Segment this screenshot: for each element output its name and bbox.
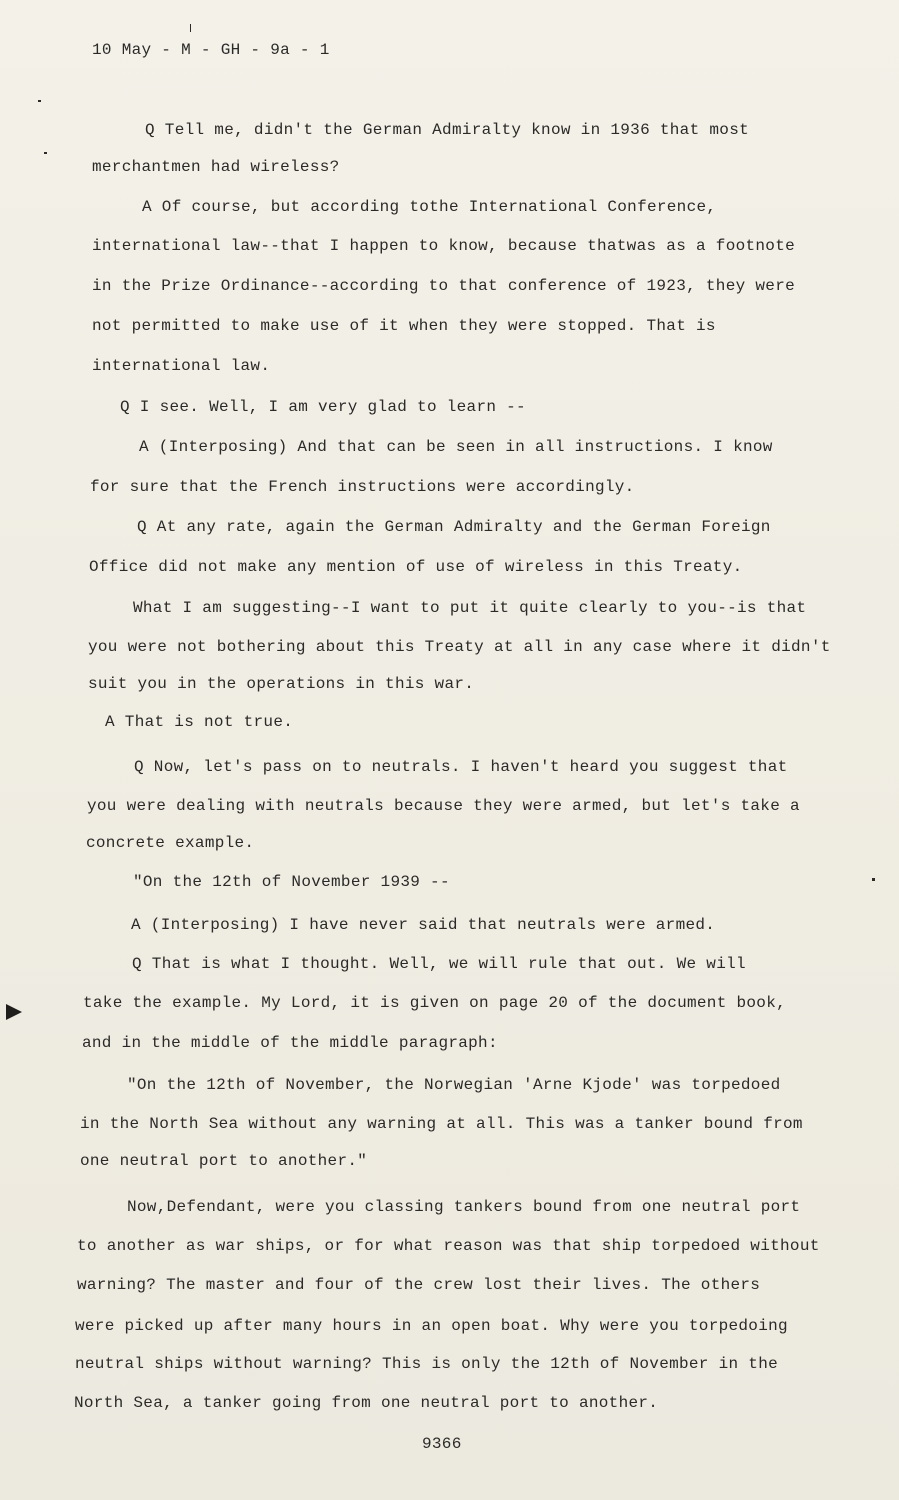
text-line: Q I see. Well, I am very glad to learn --: [120, 398, 526, 416]
text-line: take the example. My Lord, it is given on page 20 of the document book,: [83, 994, 787, 1012]
text-line: you were dealing with neutrals because they were armed, but let's take a: [87, 797, 800, 815]
text-line: North Sea, a tanker going from one neutral port to another.: [74, 1394, 659, 1412]
text-line: international law--that I happen to know, because thatwas as a footnote: [92, 237, 796, 255]
text-line: and in the middle of the middle paragraph:: [82, 1034, 498, 1052]
page-header-reference: 10 May - M - GH - 9a - 1: [92, 41, 330, 59]
text-line: "On the 12th of November, the Norwegian 'Arne Kjode' was torpedoed: [127, 1076, 781, 1094]
text-line: for sure that the French instructions were accordingly.: [90, 478, 635, 496]
text-line: Q At any rate, again the German Admiralty and the German Foreign: [137, 518, 771, 536]
text-line: in the North Sea without any warning at all. This was a tanker bound from: [80, 1115, 803, 1133]
margin-speck: [190, 24, 191, 32]
margin-speck: [38, 100, 41, 102]
text-line: merchantmen had wireless?: [92, 158, 340, 176]
text-line: Now,Defendant, were you classing tankers bound from one neutral port: [127, 1198, 801, 1216]
text-line: Q Now, let's pass on to neutrals. I haven't heard you suggest that: [134, 758, 788, 776]
text-line: concrete example.: [86, 834, 255, 852]
text-line: not permitted to make use of it when they were stopped. That is: [92, 317, 716, 335]
text-line: one neutral port to another.": [80, 1152, 368, 1170]
text-line: were picked up after many hours in an open boat. Why were you torpedoing: [75, 1317, 788, 1335]
text-line: to another as war ships, or for what reason was that ship torpedoed without: [77, 1237, 820, 1255]
margin-speck: [44, 152, 47, 154]
text-line: "On the 12th of November 1939 --: [133, 873, 450, 891]
margin-speck: [872, 878, 875, 881]
text-line: Q That is what I thought. Well, we will rule that out. We will: [132, 955, 746, 973]
text-line: A That is not true.: [105, 713, 294, 731]
text-line: international law.: [92, 357, 271, 375]
page-number: 9366: [422, 1435, 462, 1453]
text-line: you were not bothering about this Treaty at all in any case where it didn't: [88, 638, 831, 656]
text-line: What I am suggesting--I want to put it quite clearly to you--is that: [133, 599, 807, 617]
text-line: in the Prize Ordinance--according to that conference of 1923, they were: [92, 277, 796, 295]
text-line: Q Tell me, didn't the German Admiralty know in 1936 that most: [145, 121, 749, 139]
text-line: neutral ships without warning? This is only the 12th of November in the: [75, 1355, 779, 1373]
text-line: warning? The master and four of the crew lost their lives. The others: [77, 1276, 761, 1294]
binding-notch-mark: [6, 1004, 22, 1020]
text-line: Office did not make any mention of use of wireless in this Treaty.: [89, 558, 743, 576]
text-line: suit you in the operations in this war.: [88, 675, 475, 693]
text-line: A Of course, but according tothe International Conference,: [142, 198, 717, 216]
text-line: A (Interposing) And that can be seen in all instructions. I know: [139, 438, 773, 456]
text-line: A (Interposing) I have never said that neutrals were armed.: [131, 916, 716, 934]
